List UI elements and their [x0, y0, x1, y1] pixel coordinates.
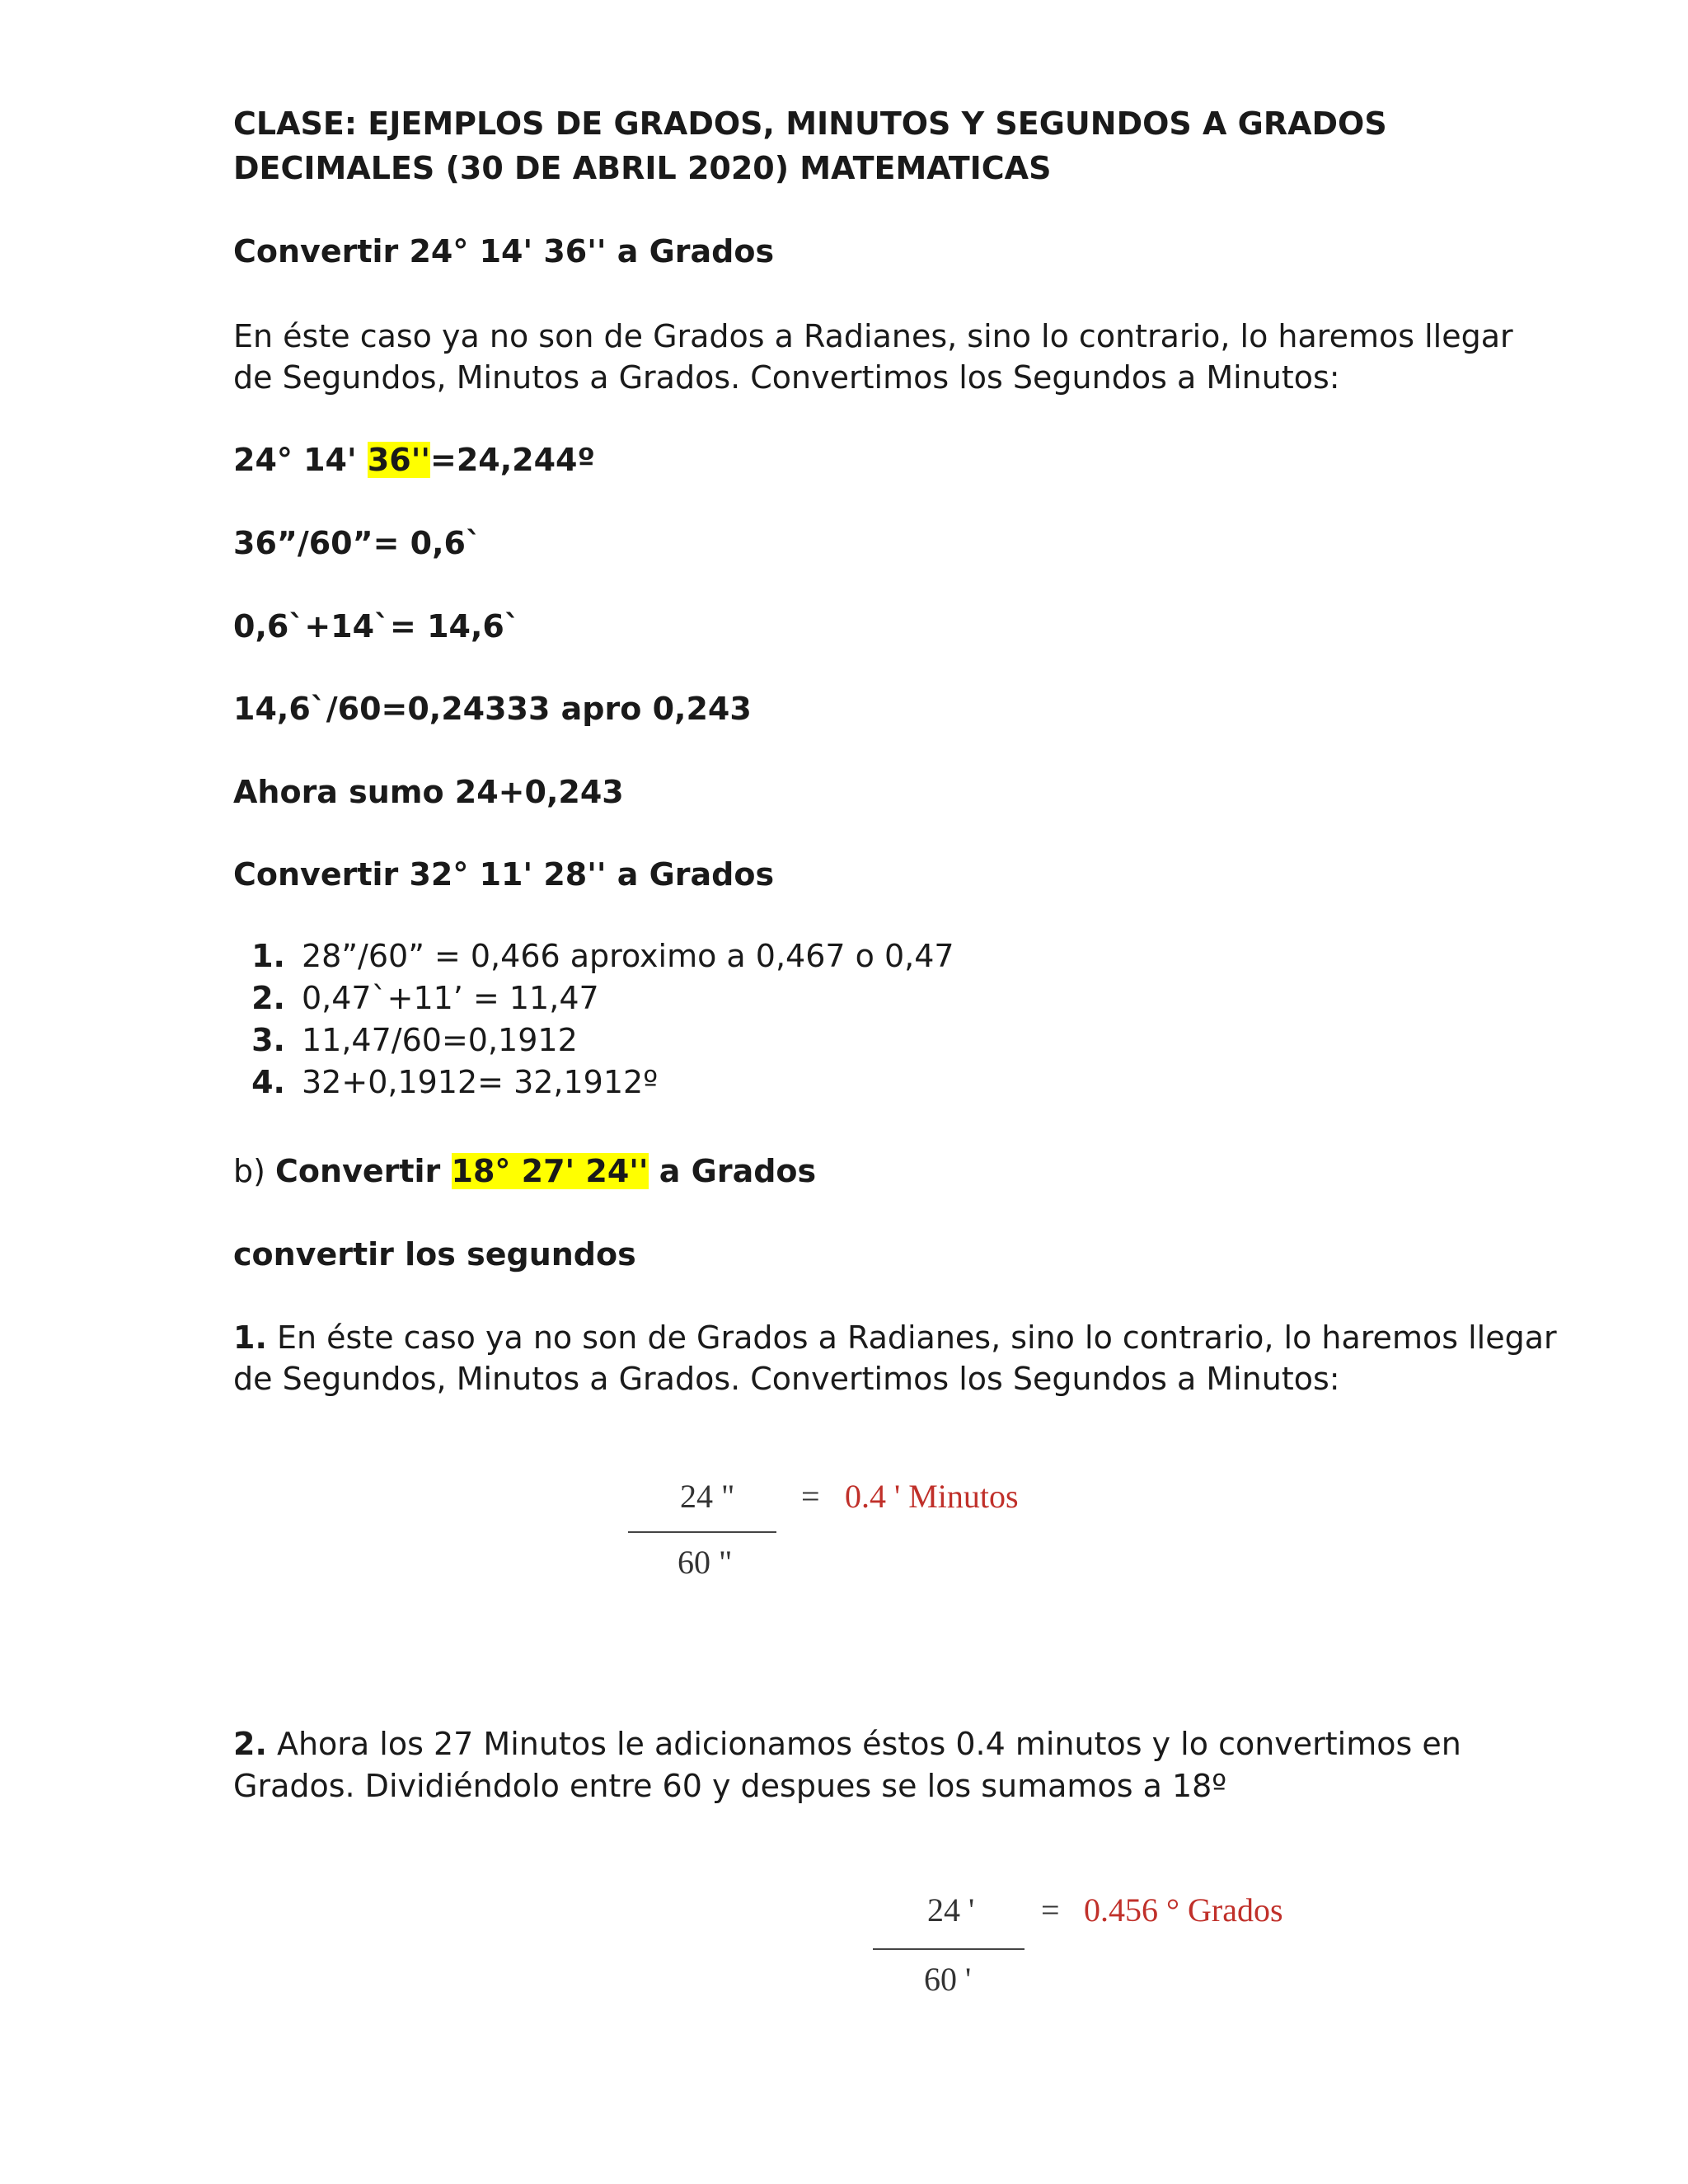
list-item-number: 1. — [251, 938, 285, 974]
example-1-equation — [233, 439, 595, 481]
example-3-heading — [233, 1151, 816, 1193]
fraction-numerator: 24 ' — [927, 1891, 975, 1929]
example-3-heading-suffix: a Grados — [648, 1153, 817, 1189]
document-title-line-1: CLASE: EJEMPLOS DE GRADOS, MINUTOS Y SEGUNDOS A GRADOS — [233, 105, 1387, 142]
list-item-number: 3. — [251, 1022, 285, 1058]
example-2-heading: Convertir 32° 11' 28'' a Grados — [233, 856, 775, 893]
list-item-text: 28”/60” = 0,466 aproximo a 0,467 o 0,47 — [302, 938, 954, 974]
equation-part: 24° 14' — [233, 442, 368, 478]
equals-sign: = — [1041, 1891, 1060, 1929]
document-title-line-2: DECIMALES (30 DE ABRIL 2020) MATEMATICAS — [233, 150, 1052, 186]
example-3-paragraph-2-line-1 — [233, 1723, 1461, 1765]
list-item-text: 32+0,1912= 32,1912º — [302, 1064, 659, 1100]
highlighted-seconds: 36'' — [367, 442, 431, 478]
example-1-intro-line-1: En éste caso ya no son de Grados a Radianes, sino lo contrario, lo haremos llegar — [233, 318, 1513, 354]
paragraph-number: 1. — [233, 1319, 267, 1356]
fraction-minutes-to-degrees — [870, 1869, 1348, 2013]
fraction-result: 0.4 ' Minutos — [845, 1478, 1019, 1515]
example-1-step-2: 0,6`+14`= 14,6` — [233, 608, 520, 644]
list-item — [233, 1019, 954, 1062]
fraction-bar — [873, 1948, 1025, 1950]
example-1-step-4: Ahora sumo 24+0,243 — [233, 774, 624, 810]
list-item-text: 0,47`+11’ = 11,47 — [302, 980, 599, 1016]
fraction-seconds-to-minutes — [618, 1459, 1080, 1599]
example-1-step-1: 36”/60”= 0,6` — [233, 525, 481, 561]
list-item — [233, 935, 954, 977]
list-item-text: 11,47/60=0,1912 — [302, 1022, 578, 1058]
equation-result: =24,244º — [430, 442, 595, 478]
fraction-denominator: 60 " — [678, 1544, 733, 1581]
fraction-denominator: 60 ' — [924, 1961, 972, 1998]
example-3-prefix: b) — [233, 1153, 276, 1189]
example-1-heading: Convertir 24° 14' 36'' a Grados — [233, 233, 775, 269]
example-3-subheading: convertir los segundos — [233, 1236, 636, 1272]
fraction-numerator: 24 " — [680, 1478, 735, 1515]
example-1-intro-line-2: de Segundos, Minutos a Grados. Convertimos los Segundos a Minutos: — [233, 359, 1340, 396]
list-item-number: 4. — [251, 1064, 285, 1100]
example-1-step-3: 14,6`/60=0,24333 apro 0,243 — [233, 691, 752, 727]
example-2-steps-list — [233, 935, 954, 1104]
example-3-paragraph-2-line-2: Grados. Dividiéndolo entre 60 y despues se los sumamos a 18º — [233, 1768, 1227, 1804]
example-3-paragraph-1-line-1 — [233, 1317, 1557, 1359]
list-item-number: 2. — [251, 980, 285, 1016]
fraction-bar — [628, 1531, 776, 1533]
list-item — [233, 977, 954, 1019]
equals-sign: = — [801, 1478, 820, 1515]
example-3-paragraph-1-line-2: de Segundos, Minutos a Grados. Convertimos los Segundos a Minutos: — [233, 1361, 1340, 1397]
highlighted-angle: 18° 27' 24'' — [451, 1153, 649, 1189]
paragraph-text: En éste caso ya no son de Grados a Radianes, sino lo contrario, lo haremos llegar — [266, 1319, 1557, 1356]
paragraph-number: 2. — [233, 1726, 267, 1762]
paragraph-text: Ahora los 27 Minutos le adicionamos éstos 0.4 minutos y lo convertimos en — [266, 1726, 1461, 1762]
fraction-result: 0.456 ° Grados — [1084, 1891, 1283, 1929]
example-3-heading-text: Convertir — [275, 1153, 452, 1189]
list-item — [233, 1062, 954, 1104]
